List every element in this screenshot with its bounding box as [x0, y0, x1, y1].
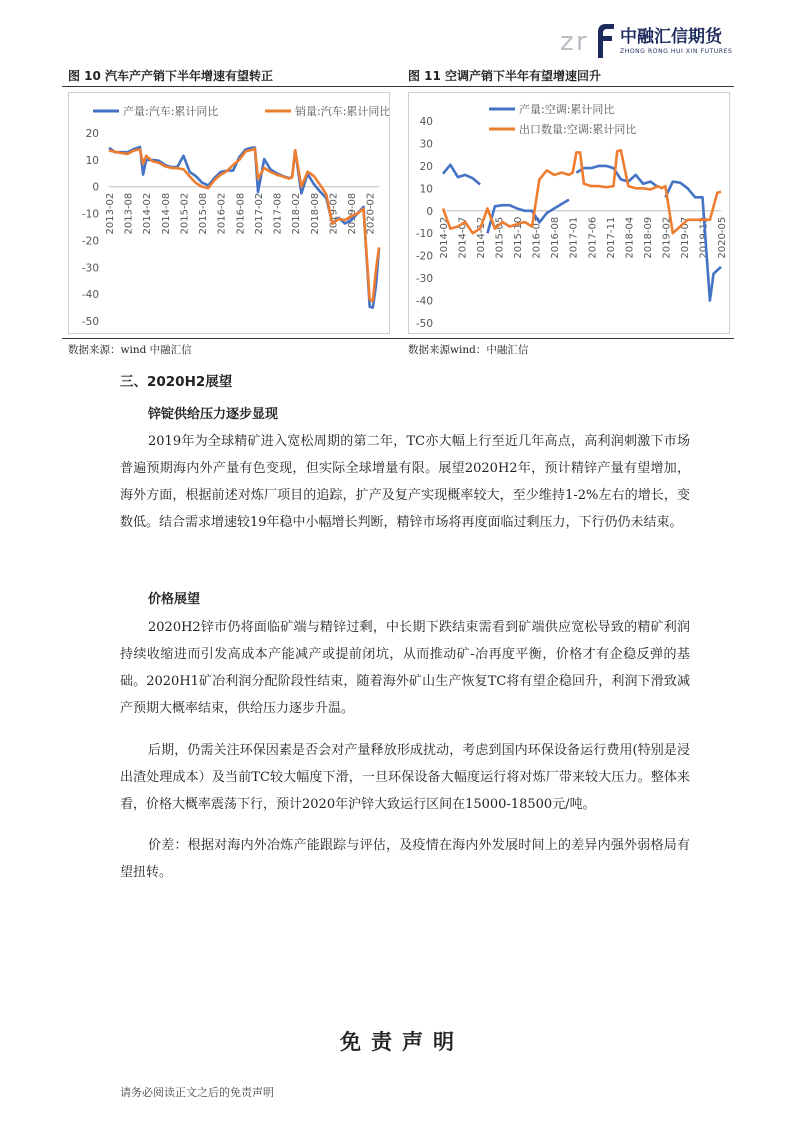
legend-label: 产量:汽车:累计同比 — [123, 105, 219, 118]
section-heading: 三、2020H2展望 — [120, 374, 233, 390]
paragraph-supply: 2019年为全球精矿进入宽松周期的第二年，TC亦大幅上行至近几年高点，高利润刺激下市场普遍预期海内外产量有色变现，但实际全球增量有限。展望2020H2年，预计精锌产量有望增加，海外方面，根据前述对炼厂项目的追踪，扩产及复产实现概率较大，至少维持1-2%左右的增长，变数低。结合需求增速较19年稳中小幅增长判断，精锌市场将再度面临过剩压力，下行仍仍未结束。 — [120, 434, 690, 530]
company-logo — [558, 20, 748, 64]
chart-aircon-production-export — [408, 92, 730, 334]
page-footer: 请务必阅读正文之后的免责声明 — [120, 1086, 274, 1099]
disclaimer-heading: 免责声明 — [340, 1029, 464, 1054]
x-tick-label: 2020-05 — [717, 216, 728, 259]
y-tick-label: -30 — [415, 273, 433, 286]
figure-11-title: 图 11 空调产销下半年有望增速回升 — [408, 69, 602, 83]
x-tick-label: 2014-07 — [457, 216, 469, 259]
y-tick-label: 20 — [85, 128, 99, 140]
legend-label: 出口数量:空调:累计同比 — [519, 123, 637, 136]
logo-text-en: ZHONG RONG HUI XIN FUTURES — [620, 48, 733, 55]
y-tick-label: -40 — [81, 289, 99, 302]
x-tick-label: 2014-02 — [439, 216, 450, 259]
x-tick-label: 2013-08 — [123, 192, 135, 235]
y-tick-label: -10 — [81, 208, 99, 221]
chart-svg — [69, 93, 389, 333]
y-tick-label: -10 — [415, 228, 433, 241]
svg-text:z: z — [560, 27, 574, 57]
y-tick-label: 40 — [419, 116, 433, 128]
svg-text:r: r — [576, 27, 587, 57]
x-tick-label: 2014-12 — [476, 216, 488, 259]
x-tick-label: 2015-05 — [494, 216, 506, 259]
paragraph-price-2: 后期，仍需关注环保因素是否会对产量释放形成扰动，考虑到国内环保设备运行费用(特别是浸出渣处理成本）及当前TC较大幅度下滑，一旦环保设备大幅度运行将对炼厂带来较大压力。整体来看，价格大概率震荡下行，预计2020年沪锌大致运行区间在15000-18500元/吨。 — [120, 743, 690, 812]
y-tick-label: -20 — [81, 235, 99, 248]
paragraph-spread: 价差：根据对海内外冶炼产能跟踪与评估，及疫情在海内外发展时间上的差异内强外弱格局有望扭转。 — [120, 838, 690, 880]
figure-top-rule — [62, 86, 734, 87]
x-tick-label: 2018-09 — [642, 216, 654, 259]
x-tick-label: 2018-02 — [291, 192, 303, 235]
figure-11-source: 数据来源wind：中融汇信 — [408, 344, 529, 356]
y-tick-label: 0 — [426, 205, 433, 218]
figure-10-source: 数据来源：wind 中融汇信 — [68, 344, 192, 356]
subheading-supply: 锌锭供给压力逐步显现 — [148, 407, 279, 422]
x-tick-label: 2015-10 — [513, 216, 525, 259]
logo-text-cn: 中融汇信期货 — [620, 27, 722, 47]
logo-mark-icon — [558, 20, 618, 60]
y-tick-label: 20 — [419, 160, 433, 173]
x-tick-label: 2016-08 — [235, 192, 247, 235]
legend-label: 产量:空调:累计同比 — [519, 103, 615, 116]
y-tick-label: -30 — [81, 262, 99, 275]
y-tick-label: -50 — [81, 316, 99, 328]
x-tick-label: 2016-02 — [216, 192, 228, 235]
x-tick-label: 2019-07 — [679, 216, 691, 259]
y-tick-label: -50 — [415, 318, 433, 330]
x-tick-label: 2015-02 — [179, 192, 191, 235]
x-tick-label: 2019-12 — [698, 216, 710, 259]
x-tick-label: 2017-01 — [568, 216, 580, 259]
legend-label: 销量:汽车:累计同比 — [295, 105, 389, 118]
y-tick-label: -20 — [415, 250, 433, 263]
figure-bottom-rule — [62, 338, 734, 339]
x-tick-label: 2019-02 — [328, 192, 340, 235]
y-tick-label: 10 — [419, 183, 433, 196]
y-tick-label: 30 — [419, 138, 433, 151]
x-tick-label: 2016-03 — [531, 216, 543, 259]
x-tick-label: 2013-02 — [105, 192, 116, 235]
x-tick-label: 2017-02 — [253, 192, 265, 235]
chart-car-production-sales — [68, 92, 390, 334]
x-tick-label: 2016-08 — [550, 216, 562, 259]
paragraph-price-1: 2020H2锌市仍将面临矿端与精锌过剩，中长期下跌结束需看到矿端供应宽松导致的精矿利润持续收缩进而引发高成本产能减产或提前闭坑，从而推动矿-冶再度平衡，价格才有企稳反弹的基础。2020H1矿冶利润分配阶段性结束，随着海外矿山生产恢复TC将有望企稳回升，利润下滑致减产预期大概率结束，供给压力逐步升温。 — [120, 620, 690, 716]
x-tick-label: 2017-11 — [605, 216, 617, 259]
y-tick-label: -40 — [415, 295, 433, 308]
x-tick-label: 2017-06 — [587, 216, 599, 259]
x-tick-label: 2018-04 — [624, 216, 636, 259]
subheading-price: 价格展望 — [148, 592, 201, 607]
y-tick-label: 10 — [85, 154, 99, 167]
x-tick-label: 2019-08 — [347, 192, 359, 235]
y-tick-label: 0 — [92, 181, 99, 194]
x-tick-label: 2015-08 — [198, 192, 210, 235]
chart-svg — [409, 93, 729, 333]
x-tick-label: 2017-08 — [272, 192, 284, 235]
x-tick-label: 2019-02 — [661, 216, 673, 259]
x-tick-label: 2014-08 — [160, 192, 172, 235]
x-tick-label: 2020-02 — [365, 192, 377, 235]
figure-10-title: 图 10 汽车产产销下半年增速有望转正 — [68, 69, 274, 83]
x-tick-label: 2018-08 — [309, 192, 321, 235]
x-tick-label: 2014-02 — [142, 192, 154, 235]
